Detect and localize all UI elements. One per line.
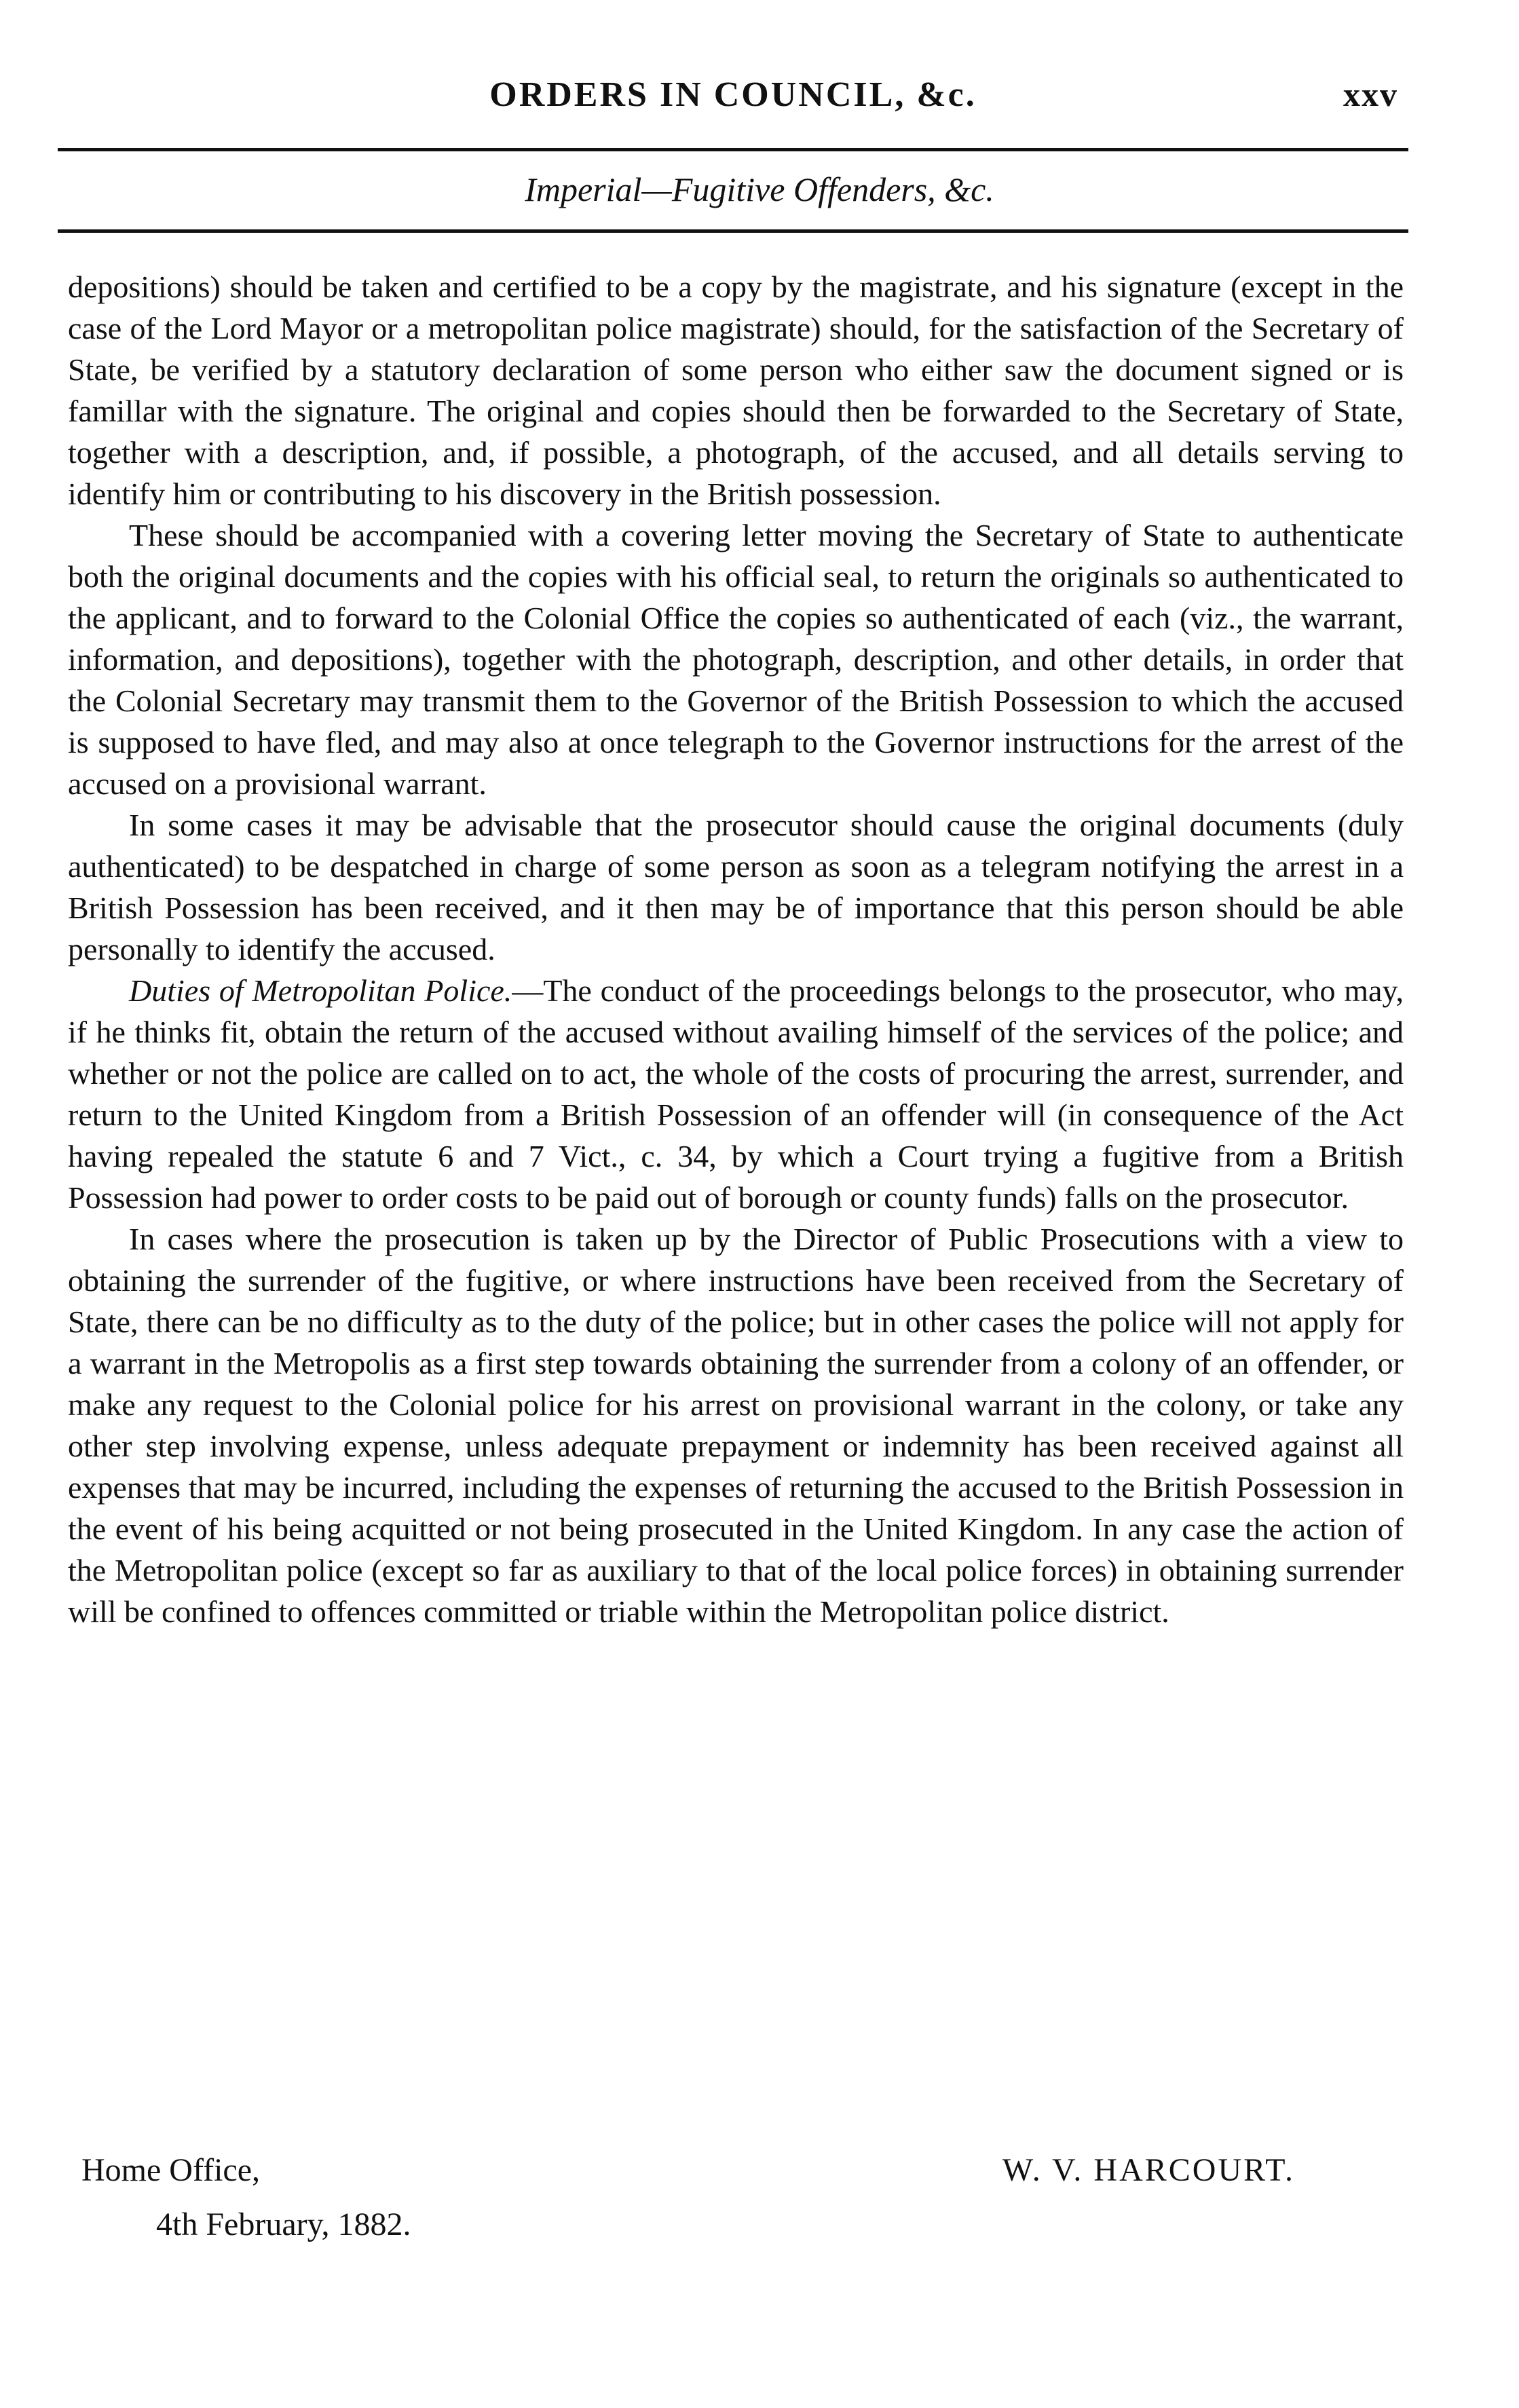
- running-head: [68, 75, 1398, 129]
- signatory-name: W. V. HARCOURT.: [1002, 2152, 1295, 2188]
- header-rule-bottom: [58, 229, 1408, 233]
- paragraph-duties-of-police: [68, 970, 1404, 1218]
- running-title: ORDERS IN COUNCIL, &c.: [489, 75, 977, 114]
- run-in-heading: Duties of Metropolitan Police.: [129, 973, 512, 1008]
- signature-place: Home Office,: [81, 2152, 261, 2188]
- paragraph-covering-letter: These should be accompanied with a covering letter moving the Secretary of State to authenticate both the original documents and the copies with his official seal, to return the originals so authenticated to the applicant, and to forward to the Colonial Office the copies so authenticated of each (viz., the warrant, information, and depositions), together with the photograph, description, and other details, in order that the Colonial Secretary may transmit them to the Governor of the British Possession to which the accused is supposed to have fled, and may also at once telegraph to the Governor instructions for the arrest of the accused on a provisional warrant.: [68, 518, 1404, 801]
- signature-block: [68, 2151, 1404, 2287]
- paragraph-continued: depositions) should be taken and certified to be a copy by the magistrate, and his signature (except in the case of the Lord Mayor or a metropolitan police magistrate) should, for the satisfaction of the Secretary of State, be verified by a statutory declaration of some person who either saw the document signed or is famillar with the signature. The original and copies should then be forwarded to the Secretary of State, together with a description, and, if possible, a photograph, of the accused, and all details serving to identify him or contributing to his discovery in the British possession.: [68, 269, 1404, 511]
- body-text: [68, 266, 1404, 1632]
- paragraph-original-documents: In some cases it may be advisable that the prosecutor should cause the original documents (duly authenticated) to be despatched in charge of some person as soon as a telegram notifying the arrest in a British Possession has been received, and it then may be of importance that this person should be able personally to identify the accused.: [68, 808, 1404, 966]
- section-title: Imperial—Fugitive Offenders, &c.: [525, 170, 994, 208]
- paragraph-duties-text: —The conduct of the proceedings belongs to the prosecutor, who may, if he thinks fit, obtain the return of the accused without availing himself of the services of the police; and whether or not the police are called on to act, the whole of the costs of procuring the arrest, surrender, and return to the United Kingdom from a British Possession of an offender will (in consequence of the Act having repealed the statute 6 and 7 Vict., c. 34, by which a Court trying a fugitive from a British Possession had power to order costs to be paid out of borough or county funds) falls on the prosecutor.: [68, 973, 1404, 1215]
- paragraph-director-of-prosecutions: In cases where the prosecution is taken up by the Director of Public Prosecutions with a view to obtaining the surrender of the fugitive, or where instructions have been received from the Secretary of State, there can be no difficulty as to the duty of the police; but in other cases the police will not apply for a warrant in the Metropolis as a first step towards obtaining the surrender from a colony of an offender, or make any request to the Colonial police for his arrest on provisional warrant in the colony, or take any other step involving expense, unless adequate prepayment or indemnity has been received against all expenses that may be incurred, including the expenses of returning the accused to the British Possession in the event of his being acquitted or not being prosecuted in the United Kingdom. In any case the action of the Metropolitan police (except so far as auxiliary to that of the local police forces) in obtaining surrender will be confined to offences committed or triable within the Metropolitan police district.: [68, 1222, 1404, 1629]
- signature-date: 4th February, 1882.: [156, 2206, 411, 2242]
- page-number: xxv: [1343, 75, 1398, 113]
- header-rule-top: [58, 148, 1408, 151]
